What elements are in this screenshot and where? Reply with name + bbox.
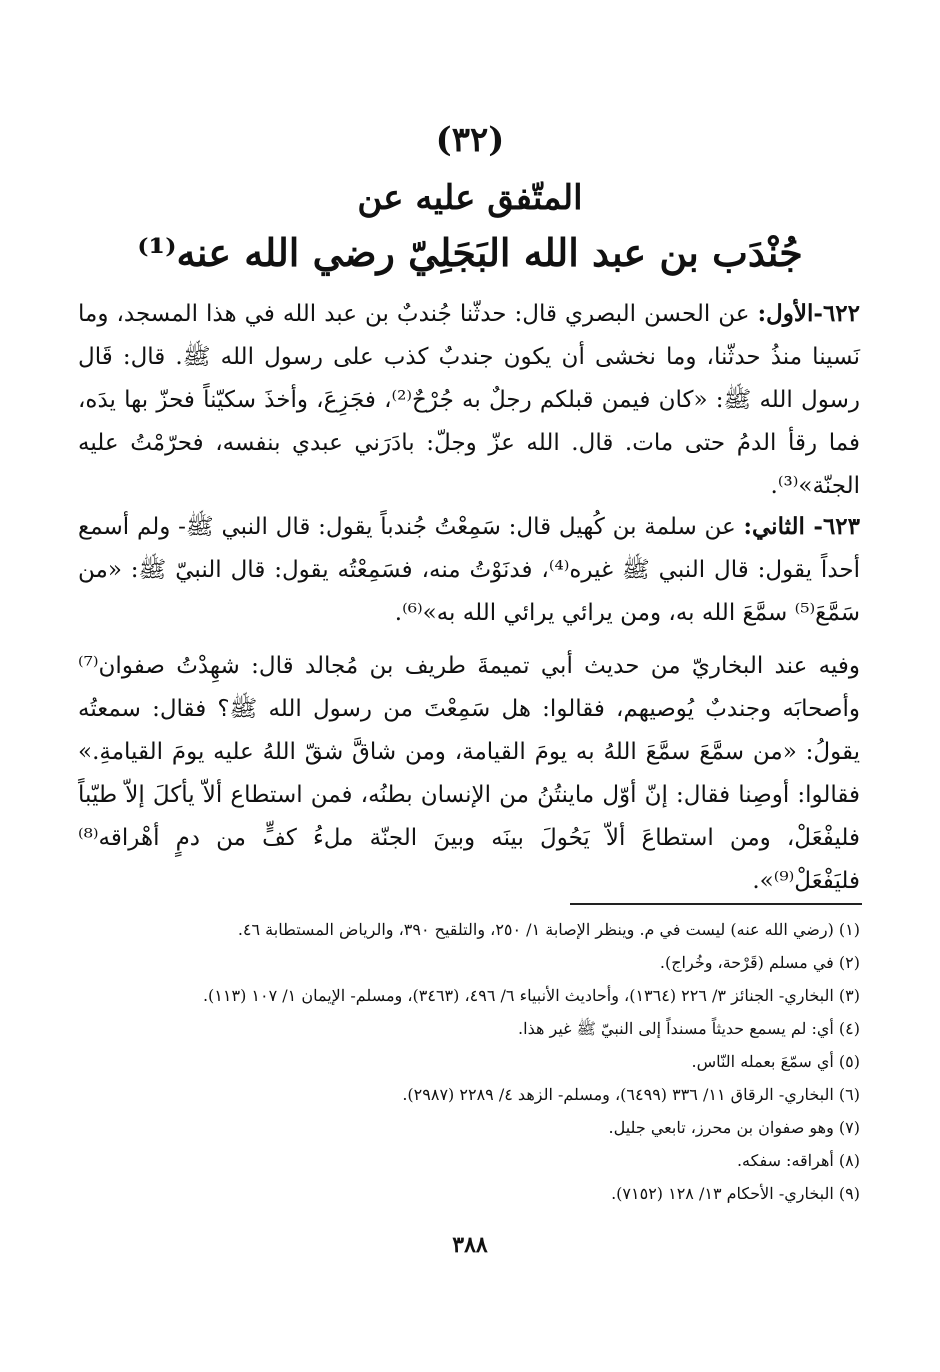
chapter-title-line1: المتّفق عليه عن <box>357 178 583 218</box>
hadith-622 <box>78 292 860 508</box>
footnote-separator <box>570 903 862 905</box>
footnote-3: (٣) البخاري- الجنائز ٣/ ٢٢٦ (١٣٦٤)، وأحاديث الأنبياء ٦/ ٤٩٦، (٣٤٦٣)، ومسلم- الإيمان ١/ ١٠٧ (١١٣). <box>202 986 860 1005</box>
footnote-6: (٦) البخاري- الرقاق ١١/ ٣٣٦ (٦٤٩٩)، ومسلم- الزهد ٤/ ٢٢٨٩ (٢٩٨٧). <box>402 1085 860 1104</box>
footnote-2: (٢) في مسلم (قَرْحة، وخُراج). <box>659 953 860 972</box>
bukhari-addition-text: وفيه عند البخاريّ من حديث أبي تميمةَ طريف بن مُجالد قال: شهِدْتُ صفوان⁽⁷⁾ وأصحابَه وجندبٌ يُوصيهم، فقالوا: هل سَمِعْتَ من رسول الله ﷺ؟ فقال: سمعتُه يقولُ: «من سمَّعَ سمَّعَ اللهُ به يومَ القيامة، ومن شاقَّ شقّ اللهُ عليه يومَ القيامةِ.» فقالوا: أوصِنا فقال: إنّ أوّل ماينتُنُ من الإنسان بطنُه، فمن استطاع ألاّ يأكلَ إلاّ طيّباً فليفْعَلْ، ومن استطاعَ ألاّ يَحُولَ بينَه وبينَ الجنّة ملءُ كفٍّ من دمٍ أهْراقه⁽⁸⁾ فليَفْعَلْ⁽⁹⁾». <box>78 653 860 894</box>
hadith-623 <box>78 505 860 635</box>
page-number: ٣٨٨ <box>452 1232 488 1258</box>
footnote-5: (٥) أي سمّعَ بعمله النّاس. <box>691 1052 860 1071</box>
hadith-622-number: ٦٢٢-الأول: <box>757 300 860 327</box>
hadith-623-text: عن سلمة بن كُهيل قال: سَمِعْتُ جُندباً يقول: قال النبي ﷺ- ولم أسمع أحداً يقول: قال النبي ﷺ غيره⁽⁴⁾، فدنَوْتُ منه، فسَمِعْتُه يقول: قال النبيّ ﷺ: «من سَمَّعَ⁽⁵⁾ سمَّعَ الله به، ومن يرائي يرائي الله به»⁽⁶⁾. <box>78 514 860 626</box>
chapter-title-line2: جُنْدَب بن عبد الله البَجَلِيّ رضي الله عنه⁽¹⁾ <box>137 230 803 275</box>
bukhari-addition <box>78 645 860 903</box>
chapter-number: (٣٢) <box>435 120 505 160</box>
hadith-623-number: ٦٢٣- الثاني: <box>743 513 860 540</box>
footnote-4: (٤) أي: لم يسمع حديثاً مسنداً إلى النبيّ ﷺ غير هذا. <box>518 1019 860 1038</box>
footnote-1: (١) (رضي الله عنه) ليست في م. وينظر الإصابة ١/ ٢٥٠، والتلقيح ٣٩٠، والرياض المستطابة ٤٦. <box>237 920 860 939</box>
hadith-622-text: عن الحسن البصري قال: حدثّنا جُندبٌ بن عبد الله في هذا المسجد، وما نَسينا منذُ حدثّنا، وما نخشى أن يكون جندبٌ كذب على رسول الله ﷺ. قال: قَال رسول الله ﷺ: «كان فيمن قبلكم رجلٌ به جُرْحٌ⁽²⁾، فجَزِعَ، وأخذَ سكيّناً فحزّ بها يدَه، فما رقأ الدمُ حتى مات. قال. الله عزّ وجلّ: بادَرَني عبدي بنفسه، فحرّمْتُ عليه الجنّة»⁽³⁾. <box>78 301 861 499</box>
footnote-8: (٨) أهراقه: سفكه. <box>736 1151 860 1170</box>
footnote-9: (٩) البخاري- الأحكام ١٣/ ١٢٨ (٧١٥٢). <box>611 1184 860 1203</box>
footnote-7: (٧) وهو صفوان بن محرز، تابعي جليل. <box>608 1118 860 1137</box>
